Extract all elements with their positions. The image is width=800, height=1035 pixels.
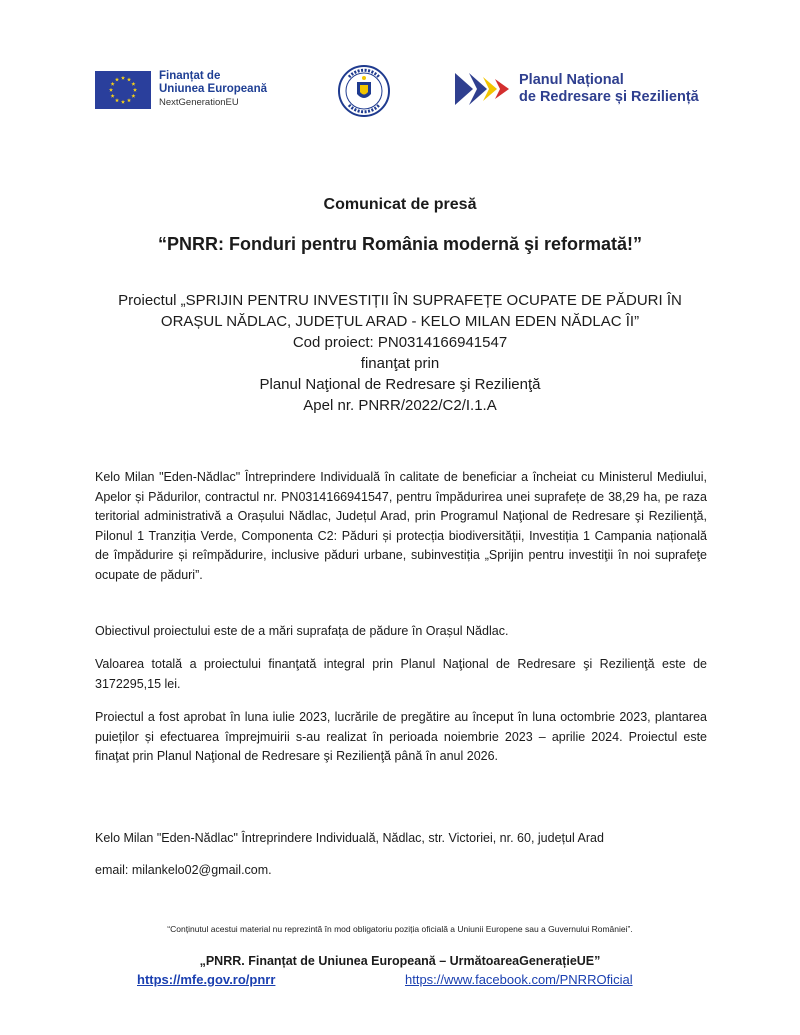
footer-links bbox=[0, 972, 800, 992]
project-title-line1: Proiectul „SPRIJIN PENTRU INVESTIȚII ÎN SUPRAFEȚE OCUPATE DE PĂDURI ÎN bbox=[118, 292, 682, 309]
disclaimer-text: “Conținutul acestui material nu reprezintă în mod obligatoriu poziția oficială a Uniunii Europene sau a Guvernului României”. bbox=[167, 924, 633, 934]
header-logos bbox=[0, 64, 800, 120]
plan-name: Planul Naţional de Redresare şi Rezilienţă bbox=[259, 376, 541, 393]
contact-email: email: milankelo02@gmail.com. bbox=[95, 863, 272, 877]
project-code: Cod proiect: PN0314166941547 bbox=[292, 334, 508, 351]
body-paragraph-timeline: Proiectul a fost aprobat în luna iulie 2023, lucrările de pregătire au început în luna octombrie 2023, plantarea puieților și efectuarea împrejmuirii s-au realizat în perioada noiembrie 2023 – aprilie 2024. Proiectul este finaţat prin Planul Naţional de Redresare şi Rezilienţă până în anul 2026. bbox=[95, 710, 707, 763]
eu-logo-text bbox=[159, 70, 267, 109]
pnrr-logo bbox=[455, 72, 699, 106]
eu-star bbox=[121, 75, 125, 79]
body-paragraph-contract: Kelo Milan "Eden-Nădlac" Întreprindere Individuală în calitate de beneficiar a încheiat cu Ministerul Mediului, Apelor și Pădurilor, contractul nr. PN0314166941547, pentru împădurirea unei suprafețe de 38,29 ha, pe raza teritorial administrativă a Orașului Nădlac, Județul Arad, prin Programul Naţional de Redresare şi Rezilienţă, Pilonul 1 Tranziția Verde, Componenta C2: Păduri și protecția biodiversității, Investiția 1 Campania națională de împădurire și reîmpădurire, inclusive păduri urbane, subinvestiția „Sprijin pentru investiţii în noi suprafeţe ocupate de păduri”. bbox=[95, 470, 707, 582]
pnrr-logo-line1: Planul Național bbox=[519, 72, 624, 88]
body-paragraph-objective: Obiectivul proiectului este de a mări suprafața de pădure în Orașul Nădlac. bbox=[95, 624, 509, 638]
eu-star bbox=[109, 87, 113, 91]
pnrr-arrows-icon bbox=[455, 73, 513, 105]
eu-star bbox=[133, 87, 137, 91]
press-release-slogan: “PNRR: Fonduri pentru România modernă şi reformată!” bbox=[157, 234, 643, 254]
eu-star bbox=[127, 98, 131, 102]
project-info-block bbox=[60, 290, 740, 416]
romanian-government-seal-icon bbox=[337, 64, 391, 118]
eu-star bbox=[127, 77, 131, 81]
eu-logo-line3: NextGenerationEU bbox=[159, 97, 239, 108]
call-number: Apel nr. PNRR/2022/C2/I.1.A bbox=[303, 397, 497, 414]
pnrr-logo-line2: de Redresare și Reziliență bbox=[519, 89, 699, 105]
eu-logo-line2: Uniunea Europeană bbox=[159, 83, 267, 95]
eu-funding-logo bbox=[95, 70, 267, 109]
eu-star bbox=[115, 98, 119, 102]
mfe-pnrr-link[interactable]: https://mfe.gov.ro/pnrr bbox=[137, 972, 276, 987]
footer-slogan: „PNRR. Finanțat de Uniunea Europeană – UrmătoareaGenerațieUE” bbox=[199, 954, 601, 968]
eu-logo-line1: Finanțat de bbox=[159, 70, 221, 82]
body-paragraph-value: Valoarea totală a proiectului finanţată integral prin Planul Naţional de Redresare şi Rezilienţă este de 3172295,15 lei. bbox=[95, 657, 707, 691]
eu-star bbox=[131, 81, 135, 85]
eu-star bbox=[111, 93, 115, 97]
financed-by-label: finanţat prin bbox=[360, 355, 440, 372]
eu-star bbox=[111, 81, 115, 85]
eu-star bbox=[115, 77, 119, 81]
contact-address: Kelo Milan "Eden-Nădlac" Întreprindere Individuală, Nădlac, str. Victoriei, nr. 60, județul Arad bbox=[95, 831, 604, 845]
eu-star bbox=[121, 99, 125, 103]
facebook-pnrr-link[interactable]: https://www.facebook.com/PNRROficial bbox=[405, 972, 633, 987]
pnrr-logo-text bbox=[519, 72, 699, 106]
eu-star bbox=[131, 93, 135, 97]
press-release-title: Comunicat de presă bbox=[323, 196, 477, 213]
project-title-line2: ORAȘUL NĂDLAC, JUDEȚUL ARAD - KELO MILAN EDEN NĂDLAC ÎI” bbox=[160, 313, 640, 330]
eu-flag-icon bbox=[95, 71, 151, 109]
